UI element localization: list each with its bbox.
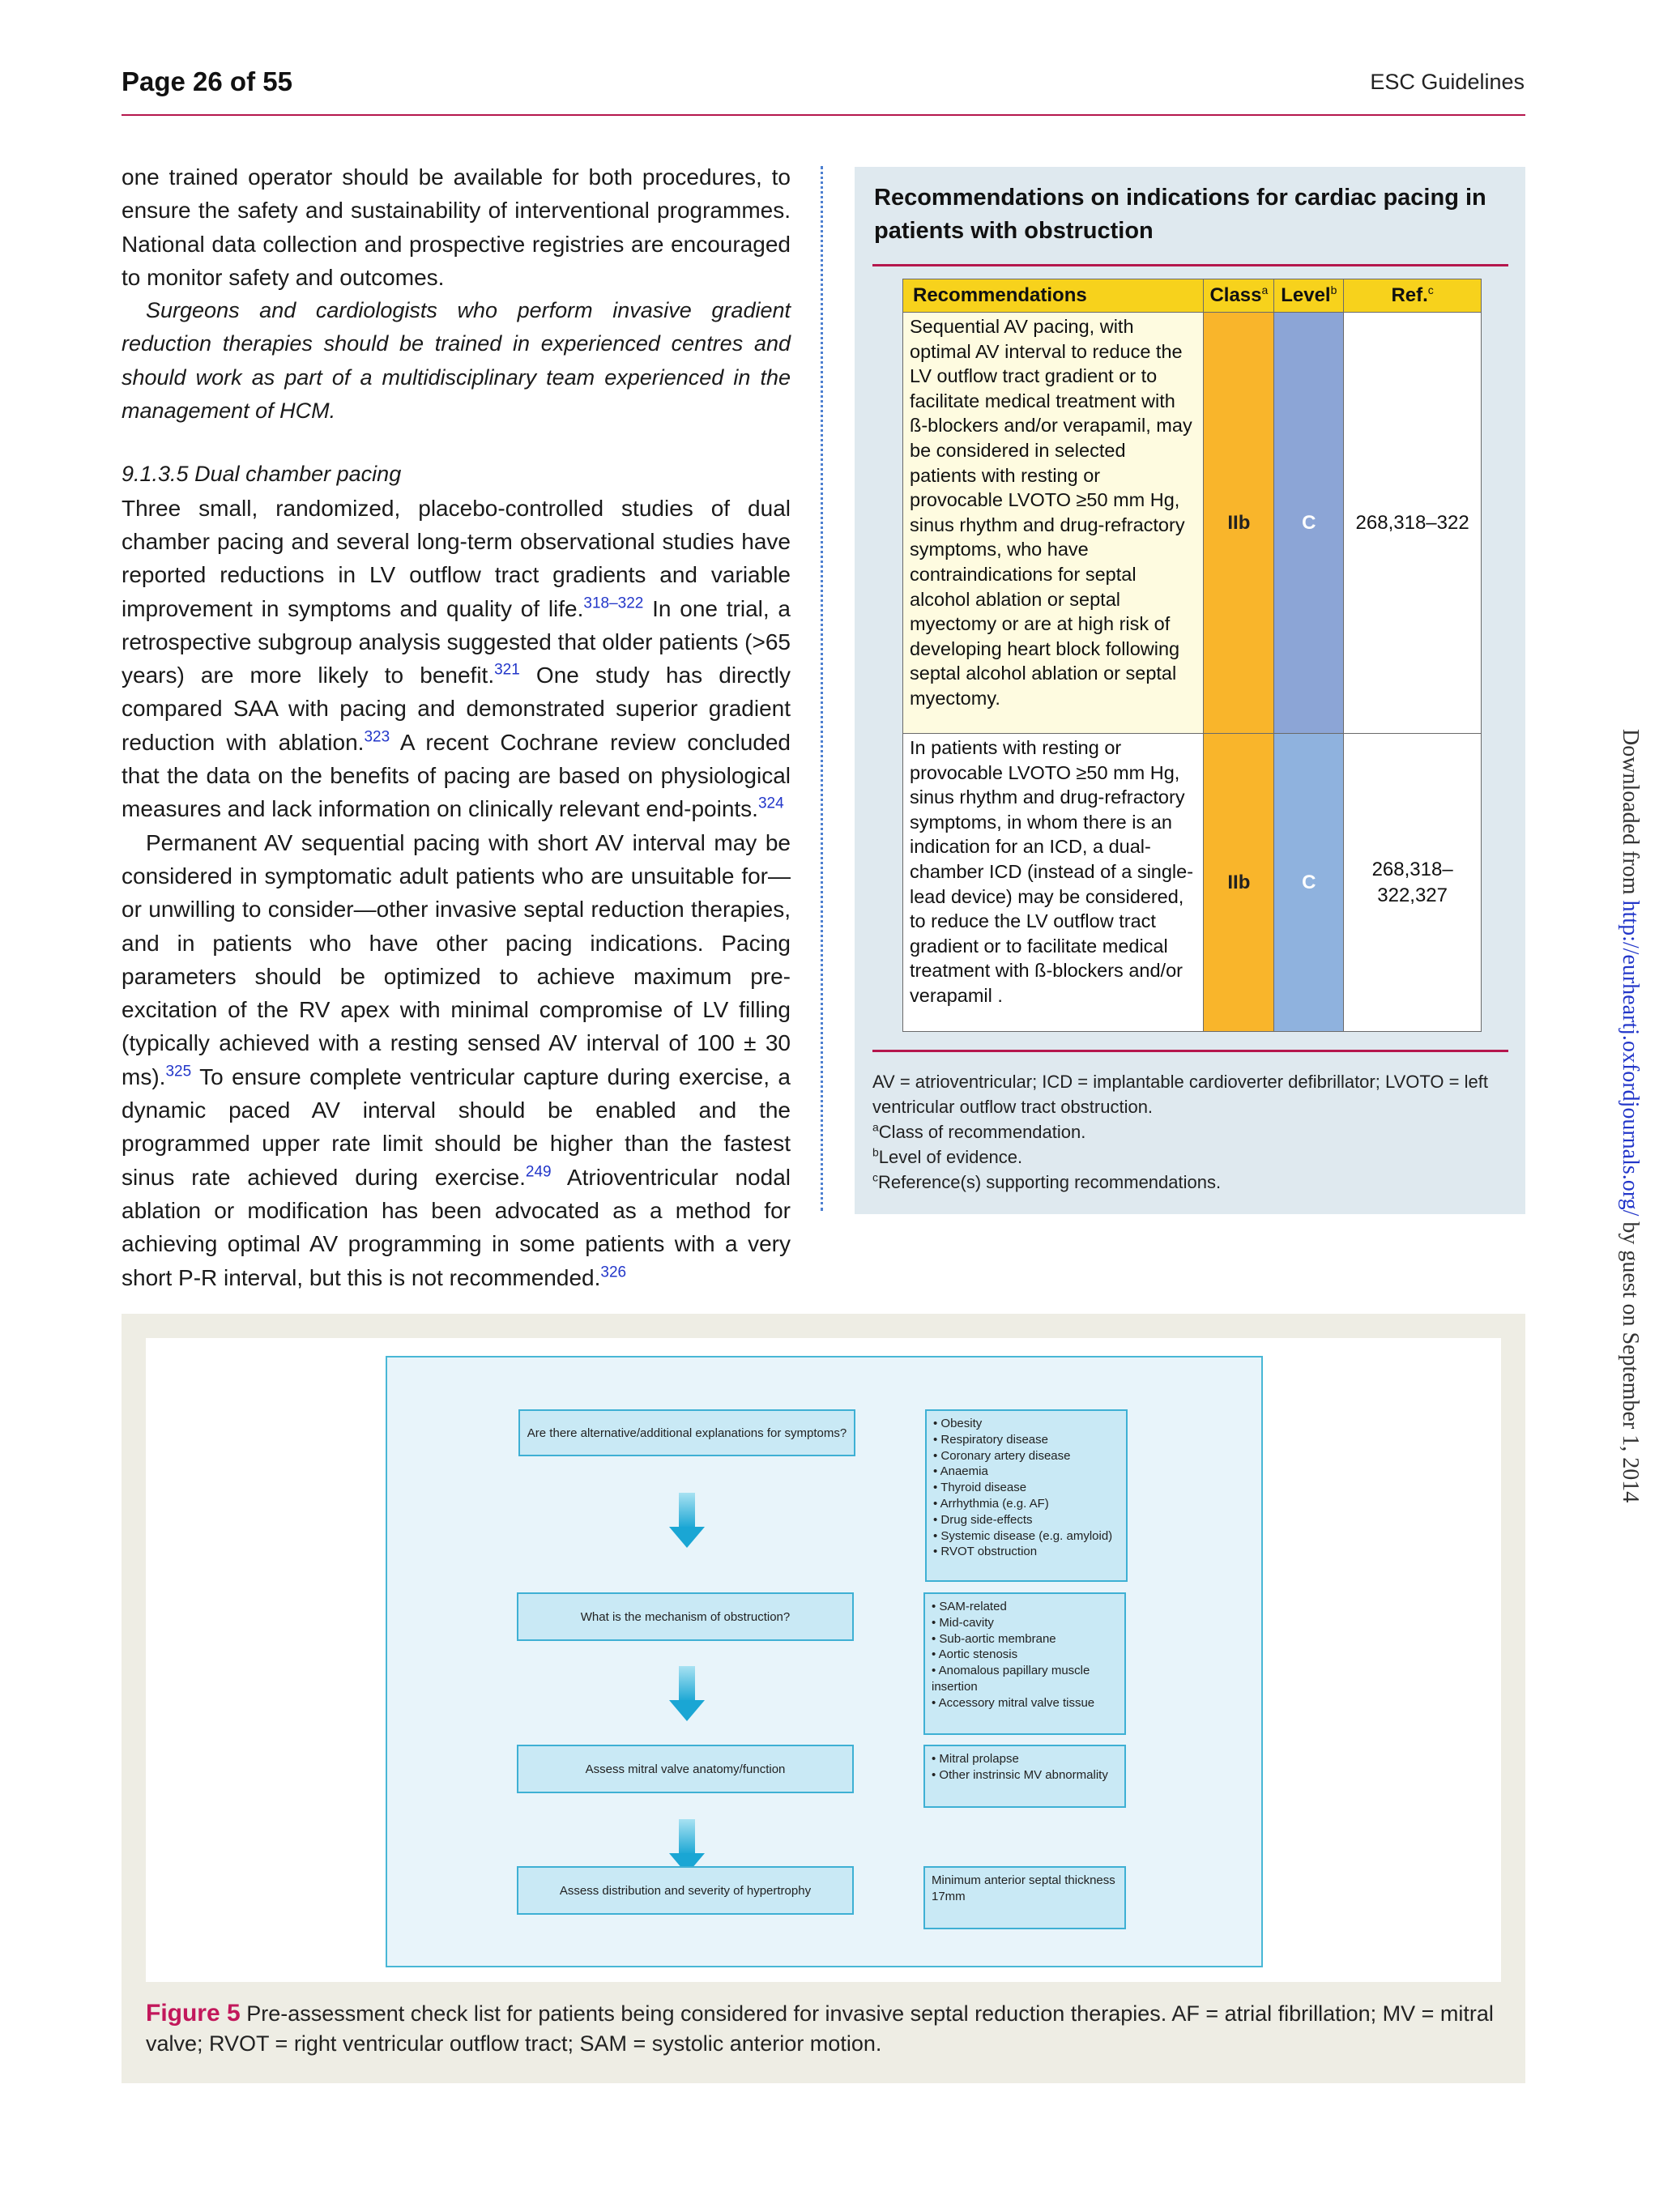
figure-panel xyxy=(122,1314,1525,2083)
flow-list-box xyxy=(923,1592,1126,1735)
figure-caption xyxy=(146,1998,1501,2059)
recommendations-table xyxy=(902,279,1482,1032)
page-number: Page 26 of 55 xyxy=(122,66,292,96)
list-item: • Arrhythmia (e.g. AF) xyxy=(933,1496,1120,1512)
journal-name: ESC Guidelines xyxy=(1370,70,1525,94)
list-item: • Mid-cavity xyxy=(932,1615,1118,1631)
citation-link[interactable]: 249 xyxy=(525,1163,552,1181)
citation-link[interactable]: 325 xyxy=(165,1063,192,1080)
text-segment: Permanent AV sequential pacing with short AV interval may be considered in symptomatic adult patients who are unsuitable for—or unwilling to consider—other invasive septal reduction therapies, and in patients who have other pacing indications. Pacing parameters should be optimized to achieve maximum pre-excitation of the RV apex with minimal compromise of LV filling (typically achieved with a resting sensed AV interval of 100 ± 30 ms). xyxy=(122,829,791,1089)
text-segment: One study has directly compared SAA with pacing and demonstrated superior gradient reduction with ablation. xyxy=(122,663,791,755)
list-item: • Respiratory disease xyxy=(933,1432,1120,1448)
paragraph-pacing-studies xyxy=(122,492,791,826)
column-header-ref: Ref.$^c$ xyxy=(1344,279,1482,313)
list-item: • Obesity xyxy=(933,1416,1120,1432)
flow-question-box: Assess mitral valve anatomy/function xyxy=(517,1745,854,1793)
section-heading: 9.1.3.5 Dual chamber pacing xyxy=(122,462,402,487)
recommendation-text: In patients with resting or provocable LVOTO ≥50 mm Hg, sinus rhythm and drug-refractory symptoms, in whom there is an indication for an ICD, a dual-chamber ICD (instead of a single-lead device) may be considered, to reduce the LV outflow tract gradient or to facilitate medical treatment with ß-blockers and/or verapamil . xyxy=(903,734,1204,1032)
flow-list-box xyxy=(923,1745,1126,1808)
figure-canvas xyxy=(146,1338,1501,1982)
recommendation-text: Sequential AV pacing, with optimal AV interval to reduce the LV outflow tract gradient or to facilitate medical treatment with ß-blockers and/or verapamil, may be considered in selected patients with resting or provocable LVOTO ≥50 mm Hg, sinus rhythm and drug-refractory symptoms, who have contraindications for septal alcohol ablation or septal myectomy or are at high risk of developing heart block following septal alcohol ablation or septal myectomy. xyxy=(903,313,1204,734)
footnote-abbreviations: AV = atrioventricular; ICD = implantable cardioverter defibrillator; LVOTO = left ventricular outflow tract obstruction. xyxy=(872,1072,1488,1117)
text-segment: To ensure complete ventricular capture during exercise, a dynamic paced AV interval should be enabled and the programmed upper rate limit should be higher than the fastest sinus rate achieved during exercise. xyxy=(122,1063,791,1190)
flow-list-box xyxy=(925,1409,1128,1582)
text-segment: A recent Cochrane review concluded that the data on the benefits of pacing are based on physiological measures and lack information on clinically relevant end-points. xyxy=(122,729,791,822)
list-item: • Anaemia xyxy=(933,1464,1120,1480)
download-link[interactable]: http://eurheartj.oxfordjournals.org/ xyxy=(1618,900,1643,1217)
class-cell: IIb xyxy=(1204,313,1274,734)
list-item: • Aortic stenosis xyxy=(932,1647,1118,1663)
figure-label: Figure 5 xyxy=(146,2000,241,2027)
level-cell: C xyxy=(1274,313,1344,734)
list-item: • Other instrinsic MV abnormality xyxy=(932,1767,1118,1784)
citation-link[interactable]: 326 xyxy=(600,1264,627,1281)
download-notice: Downloaded from http://eurheartj.oxfordjournals.org/ by guest on September 1, 2014 xyxy=(1618,729,1643,1503)
list-item: • Accessory mitral valve tissue xyxy=(932,1695,1118,1711)
figure-caption-text: Pre-assessment check list for patients being considered for invasive septal reduction therapies. AF = atrial fibrillation; MV = mitral valve; RVOT = right ventricular outflow tract; SAM = systolic anterior motion. xyxy=(146,2001,1494,2056)
paragraph-training: Surgeons and cardiologists who perform invasive gradient reduction therapies should be trained in experienced centres and should work as part of a multidisciplinary team experienced in the management of HCM. xyxy=(122,298,791,424)
citation-link[interactable]: 318–322 xyxy=(583,595,644,612)
text-segment: Atrioventricular nodal ablation or modification has been advocated as a method for achieving optimal AV programming in some patients with a very short P-R interval, but this is not recommended. xyxy=(122,1164,791,1290)
citation-link[interactable]: 321 xyxy=(494,661,520,679)
table-header-row xyxy=(903,279,1482,313)
down-arrow-icon xyxy=(669,1666,705,1721)
flow-note-box: Minimum anterior septal thickness 17mm xyxy=(923,1866,1126,1929)
list-item: • Coronary artery disease xyxy=(933,1448,1120,1464)
flow-question-box: Assess distribution and severity of hypertrophy xyxy=(517,1866,854,1915)
text-segment: In one trial, a retrospective subgroup analysis suggested that older patients (>65 years) are more likely to benefit. xyxy=(122,595,791,688)
list-item: • Anomalous papillary muscle insertion xyxy=(932,1663,1118,1695)
list-item: • Drug side-effects xyxy=(933,1512,1120,1528)
class-cell: IIb xyxy=(1204,734,1274,1032)
header-divider xyxy=(122,114,1525,116)
footnote-a: $^a$Class of recommendation. xyxy=(872,1120,1086,1142)
column-header-recommendations: Recommendations xyxy=(903,279,1204,313)
column-header-class: Class$^a$ xyxy=(1204,279,1274,313)
citation-link[interactable]: 323 xyxy=(364,728,390,746)
list-item: • Mitral prolapse xyxy=(932,1751,1118,1767)
list-item: • Sub-aortic membrane xyxy=(932,1631,1118,1647)
recommendations-box xyxy=(855,167,1525,1214)
list-item: • Thyroid disease xyxy=(933,1480,1120,1496)
recommendations-bottom-rule xyxy=(872,1050,1508,1052)
text-segment: Three small, randomized, placebo-controlled studies of dual chamber pacing and several long-term observational studies have reported reductions in LV outflow tract gradients and variable improvement in symptoms and quality of life. xyxy=(122,495,791,621)
list-item: • Systemic disease (e.g. amyloid) xyxy=(933,1528,1120,1545)
column-separator xyxy=(821,166,823,1211)
paragraph-operator: one trained operator should be available for both procedures, to ensure the safety and sustainability of interventional programmes. National data collection and prospective registries are encouraged to monitor safety and outcomes. xyxy=(122,164,791,290)
flow-question-box: Are there alternative/additional explanations for symptoms? xyxy=(518,1409,855,1456)
down-arrow-icon xyxy=(669,1493,705,1548)
flow-question-box: What is the mechanism of obstruction? xyxy=(517,1592,854,1641)
column-header-level: Level$^b$ xyxy=(1274,279,1344,313)
footnote-b: $^b$Level of evidence. xyxy=(872,1145,1023,1167)
level-cell: C xyxy=(1274,734,1344,1032)
paragraph-av-pacing xyxy=(122,826,791,1294)
recommendations-footnotes xyxy=(872,1069,1512,1195)
citation-link[interactable]: 324 xyxy=(757,795,784,813)
footnote-c: $^c$Reference(s) supporting recommendations. xyxy=(872,1170,1222,1192)
list-item: • RVOT obstruction xyxy=(933,1544,1120,1560)
body-text-column xyxy=(122,160,791,1294)
table-row xyxy=(903,313,1482,734)
flowchart xyxy=(386,1356,1263,1967)
list-item: • SAM-related xyxy=(932,1599,1118,1615)
recommendations-title: Recommendations on indications for cardiac pacing in patients with obstruction xyxy=(874,185,1486,244)
table-row xyxy=(903,734,1482,1032)
reference-cell: 268,318–322 xyxy=(1344,313,1482,734)
reference-cell: 268,318– 322,327 xyxy=(1344,734,1482,1032)
recommendations-top-rule xyxy=(872,264,1508,266)
